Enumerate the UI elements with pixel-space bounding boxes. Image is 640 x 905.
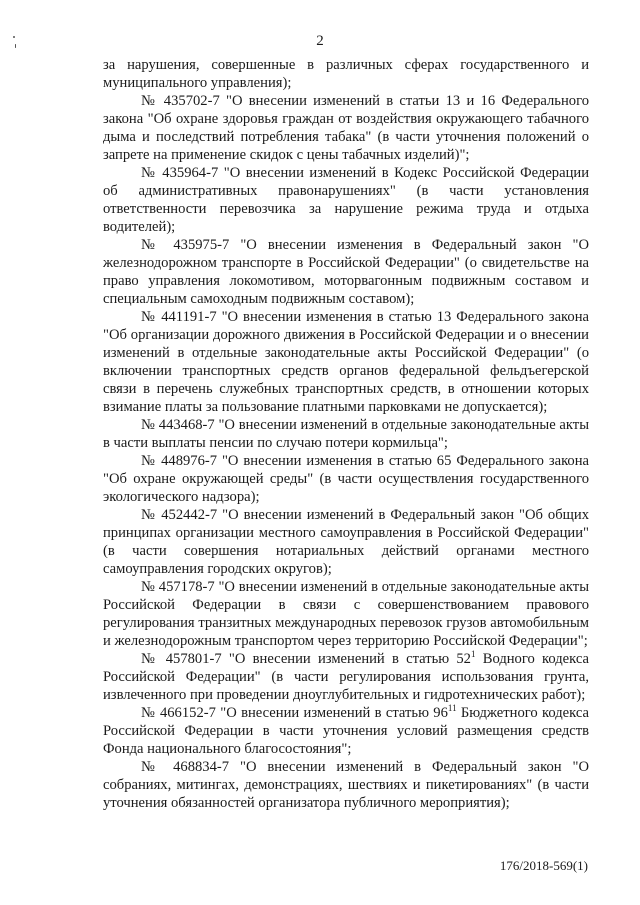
paragraph: № 443468-7 "О внесении изменений в отдельные законодательные акты в части выплаты пенсии по случаю потери кормильца"; bbox=[103, 417, 589, 451]
paragraph-text: Бюджетного кодекса Российской Федерации в части уточнения условий размещения средств Фонда национального благосостояния"; bbox=[103, 705, 589, 757]
paragraph: № 435702-7 "О внесении изменений в статьи 13 и 16 Федерального закона "Об охране здоровья граждан от воздействия окружающего табачного дыма и последствий потребления табака" (в части уточнения положений о запрете на применение скидок с цены табачных изделий)"; bbox=[103, 93, 589, 163]
document-body bbox=[103, 56, 589, 812]
paragraph: № 435964-7 "О внесении изменений в Кодекс Российской Федерации об административных правонарушениях" (в части установления ответственности перевозчика за нарушение режима труда и отдыха водителей); bbox=[103, 165, 589, 235]
paragraph-text: Водного кодекса Российской Федерации" (в части регулирования использования грунта, извлеченного при проведении дноуглубительных и гидротехнических работ); bbox=[103, 651, 589, 703]
article-superscript: 11 bbox=[447, 703, 457, 714]
paragraph: № 435975-7 "О внесении изменения в Федеральный закон "О железнодорожном транспорте в Российской Федерации" (о свидетельстве на право управления локомотивом, моторвагонным подвижным составом и специальным самоходным подвижным составом); bbox=[103, 237, 589, 307]
paragraph: № 441191-7 "О внесении изменения в статью 13 Федерального закона "Об организации дорожного движения в Российской Федерации и о внесении изменений в отдельные законодательные акты Российской Федерации" (о включении транспортных средств органов федеральной фельдъегерской связи в перечень служебных транспортных средств, в отношении которых взимание платы за пользование платными парковками не допускается); bbox=[103, 309, 589, 415]
paragraph: № 452442-7 "О внесении изменений в Федеральный закон "Об общих принципах организации местного самоуправления в Российской Федерации" (в части совершения нотариальных действий органами местного самоуправления городских округов); bbox=[103, 507, 589, 577]
paragraph: № 448976-7 "О внесении изменения в статью 65 Федерального закона "Об охране окружающей среды" (в части осуществления государственного экологического надзора); bbox=[103, 453, 589, 505]
document-code: 176/2018-569(1) bbox=[499, 858, 588, 873]
paragraph bbox=[103, 650, 589, 704]
paragraph-text: № 457801-7 "О внесении изменений в статью 52 bbox=[141, 651, 471, 667]
paragraph: за нарушения, совершенные в различных сферах государственного и муниципального управления); bbox=[103, 57, 589, 91]
paragraph-text: № 466152-7 "О внесении изменений в статью 96 bbox=[141, 705, 448, 721]
paragraph: № 468834-7 "О внесении изменений в Федеральный закон "О собраниях, митингах, демонстрациях, шествиях и пикетированиях" (в части уточнения обязанностей организатора публичного мероприятия); bbox=[103, 759, 589, 811]
article-superscript: 1 bbox=[470, 649, 476, 660]
page-number: 2 bbox=[316, 33, 324, 49]
paragraph bbox=[103, 704, 589, 758]
paragraph: № 457178-7 "О внесении изменений в отдельные законодательные акты Российской Федерации в связи с совершенствованием правового регулирования транзитных международных перевозок грузов автомобильным и железнодорожным транспортом через территорию Российской Федерации"; bbox=[103, 579, 589, 649]
